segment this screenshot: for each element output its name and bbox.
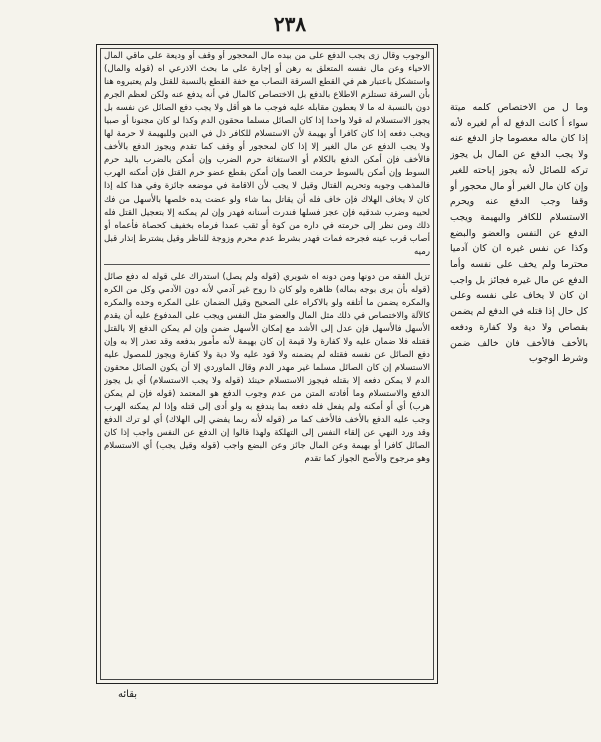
section-divider xyxy=(104,264,430,265)
main-text-block xyxy=(104,50,430,674)
catchword: بقائه xyxy=(118,689,138,700)
main-paragraph-2: تزيل الفقه من دونها ومن دونه اه شوبري (قوله ولم يصل) استدراك على قوله له دفع صائل (قوله بأن يرى بوجه بماله) ظاهره ولو كان ذا روح غير آدمي لأنه دون الآدمي وكل من الكره والمكره يضمن ما أتلفه ولو بالاكراه على الصحيح وقيل الضمان على المكره وحده والمكره كالآلة والاختصاص في ذلك مثل المال والعضو مثل النفس ويجب على المدفوع عليه أن يقدم الأسهل فالأسهل فإن عدل إلى الأشد مع إمكان الأسهل ضمن وإن لم يمكن الدفع إلا بالقتل فقتله فلا ضمان عليه ولا كفارة ولا قيمة إن كان بهيمة لأنه مأمور بدفعه وقد تعذر إلا به وإن دفع الصائل عن نفسه فقتله لم يضمنه ولا قود عليه ولا دية ولا كفارة ويجوز للمصول عليه الاستسلام إن كان الصائل مسلما غير مهدر الدم وقال الماوردي إلا أن يكون الصائل محقون الدم لا يمكن دفعه إلا بقتله فيجوز الاستسلام حينئذ (قوله ولا يجب الاستسلام) أي بل يجوز الدفع والاستسلام وما أفادته المتن من عدم وجوب الدفع هو المعتمد (قوله فإن لم يمكن هرب) أي أو أمكنه ولم يفعل فله دفعه بما يندفع به ولو أدى إلى قتله وإذا لم يمكنه الهرب وجب عليه الدفع بالأخف فالأخف كما مر (قوله لأنه ربما يفضي إلى الهلاك) أي لو ترك الدفع وقد ورد النهي عن إلقاء النفس إلى التهلكة ولهذا قالوا إن الدفع عن النفس واجب إذا كان الصائل كافرا أو بهيمة وعن المال جائز وعن البضع واجب (قوله وقيل يجب) أي الاستسلام وهو مرجوح والأصح الجواز كما تقدم xyxy=(104,271,430,465)
margin-note: وما ل من الاختصاص كلمه ميتة سواء أ كانت الدفع له أم لغيره لأنه إذا كان ماله معصوما جاز الدفع عنه ولا يجب الدفع عن المال بل يجوز تركه للصائل لأنه يجوز إباحته للغير وإن كان مال الغير أو مال محجور أو وقفا وجب الدفع عنه ويحرم الاستسلام للكافر والبهيمة ويجب الدفع عن النفس والعضو والبضع وكذا عن نفس غيره ان كان آدميا محترما ولم يخف على نفسه وأما الدفع عن مال غيره فجائز بل واجب ان كان لا يخاف على نفسه وعلى كل حال إذا قتله في الدفع لم يضمن بقصاص ولا دية ولا كفارة ودفعه بالأخف فالأخف فان خالف ضمن وشرط الوجوب xyxy=(450,102,588,365)
main-paragraph-1: الوجوب وقال زى يجب الدفع على من بيده مال المحجور أو وقف أو وديعة على ماقي المال الاحياء وعن مال نفسه المتعلق به رهن أو إجارة على ما بحث الاذرعي اه (قوله والمال) واستشكل باعتبار هم في القطع السرقة النصاب مع خفة القطع بالنسبة للقتل ولم يعتبروه هنا بأن السرقة تستلزم الاطلاع بالدفع بل الاختصاص كالمال في أنه يدفع عنه ولكن لعظم الجرم دون بالنسبة له ما لا يعطون مقابله عليه فوجب ما هو أقل ولا يجب دفع الصائل عن نفسه بل يجوز الاستسلام له قولا واحدا إذا كان الصائل مسلما محقون الدم وكذا لو كان مجنونا أو صبيا ويجب دفعه إذا كان كافرا أو بهيمة لأن الاستسلام للكافر ذل في الدين وللبهيمة لا حرمة لها ولا يجب الدفع عن مال الغير إلا إذا كان لمحجور أو وقف كما تقدم ويجوز الدفع بالأخف فالأخف فإن أمكن الدفع بالكلام أو الاستغاثة حرم الضرب وإن أمكن بالضرب باليد حرم السوط وإن أمكن بالسوط حرمت العصا وإن أمكن بقطع عضو حرم القتل فإن أمكنه الهرب فالمذهب وجوبه وتحريم القتال وقيل لا يجب لأن الاقامة في موضعه جائزة وفي هذا كله إذا كان لا يخاف الهلاك فإن خاف فله أن يقاتل بما شاء ولو عضت يده خلصها بالأسهل من فك لحييه وضرب شدقيه فإن عجز فسلها فندرت أسنانه فهدر وإن لم يمكنه إلا بتعجيل القتل فله ذلك ومن نظر إلى حرمته في داره من كوة أو ثقب عمدا فرماه بخفيف كحصاة فأعماه أو أصاب قرب عينه فجرحه فمات فهدر بشرط عدم محرم وزوجة للناظر وقيل يشترط إنذار قبل رميه xyxy=(104,51,430,257)
page-number: ٢٣٨ xyxy=(273,12,307,36)
